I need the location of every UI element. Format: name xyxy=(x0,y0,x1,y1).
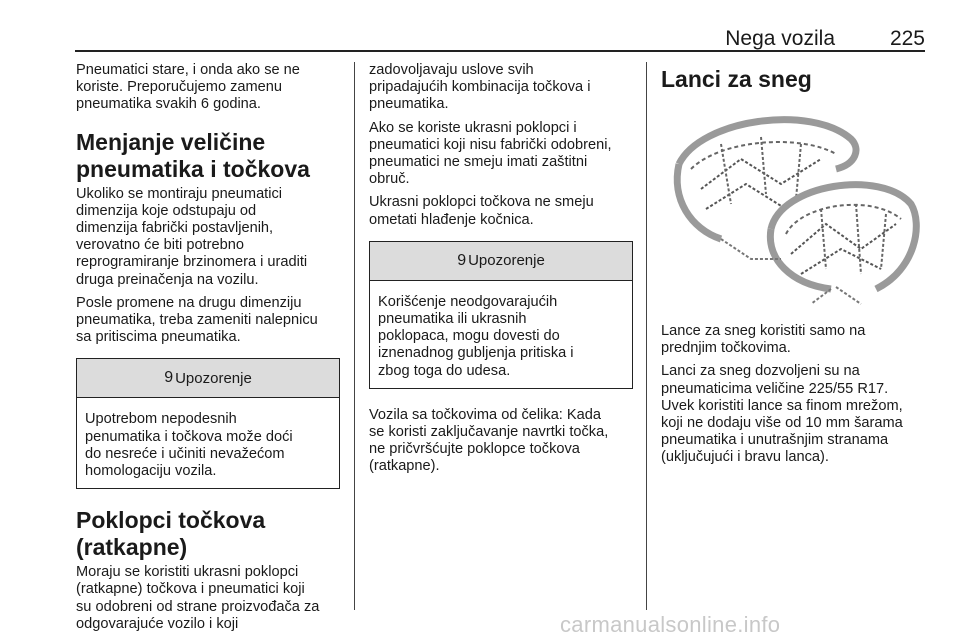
heading-wheel-covers: Poklopci točkova (ratkapne) xyxy=(76,507,266,561)
warning-icon: 9 xyxy=(457,251,467,269)
heading-tire-size: Menjanje veličine pneumatika i točkova xyxy=(76,128,310,182)
warning-title: Upozorenje xyxy=(468,252,545,270)
paragraph: Lance za sneg koristiti samo na prednjim točkovima. xyxy=(661,323,866,357)
warning-icon: 9 xyxy=(164,369,174,387)
paragraph: Lanci za sneg dozvoljeni su na pneumaticima veličine 225/55 R17. Uvek koristiti lance sa finom mrežom, koji ne dodaju više od 10 mm šarama pneumatika i unutrašnjim stranama (uključujući i bravu lanca). xyxy=(661,363,903,466)
warning-title: Upozorenje xyxy=(175,369,252,387)
warning-title-bar xyxy=(77,359,339,398)
watermark: carmanualsonline.info xyxy=(560,612,781,637)
paragraph: Vozila sa točkovima od čelika: Kada se koristi zaključavanje navrtki točka, ne pričvršćujte poklopce točkova (ratkapne). xyxy=(369,406,609,475)
paragraph: Posle promene na drugu dimenziju pneumatika, treba zameniti nalepnicu sa pritiscima pneumatika. xyxy=(76,294,318,346)
snow-chains-illustration xyxy=(661,109,929,309)
column-2 xyxy=(369,62,633,482)
page-number: 225 xyxy=(889,27,925,50)
column-3 xyxy=(661,62,929,473)
warning-title-bar xyxy=(370,242,632,281)
warning-text: Upotrebom nepodesnih penumatika i točkova može doći do nesreće i učiniti nevažećom homologaciju vozila. xyxy=(85,411,293,480)
paragraph: Ukrasni poklopci točkova ne smeju ometati hlađenje kočnica. xyxy=(369,194,594,228)
paragraph: Ako se koriste ukrasni poklopci i pneumatici koji nisu fabrički odobreni, pneumatici ne smeju imati zaštitni obruč. xyxy=(369,119,612,188)
column-1 xyxy=(76,62,340,639)
paragraph: Ukoliko se montiraju pneumatici dimenzija koje odstupaju od dimenzija fabrički postavljenih, verovatno će biti potrebno reprogramiranje brzinomera i uraditi druga preinačenja na vozilu. xyxy=(76,185,308,288)
warning-box xyxy=(369,241,633,389)
warning-box xyxy=(76,358,340,489)
intro-paragraph: Pneumatici stare, i onda ako se ne koriste. Preporučujemo zamenu pneumatika svakih 6 godina. xyxy=(76,62,300,113)
page-header xyxy=(75,22,925,52)
column-divider xyxy=(646,62,647,610)
heading-snow-chains: Lanci za sneg xyxy=(661,66,812,92)
paragraph: zadovoljavaju uslove svih pripadajućih kombinacija točkova i pneumatika. xyxy=(369,62,591,113)
warning-text: Korišćenje neodgovarajućih pneumatika ili ukrasnih poklopaca, mogu dovesti do iznenadnog gubljenja pritiska i zbog toga do udesa. xyxy=(378,293,574,379)
section-title: Nega vozila xyxy=(725,27,835,50)
paragraph: Moraju se koristiti ukrasni poklopci (ratkapne) točkova i pneumatici koji su odobreni od strane proizvođača za odgovarajuće vozilo i koji xyxy=(76,564,320,632)
column-divider xyxy=(354,62,355,610)
